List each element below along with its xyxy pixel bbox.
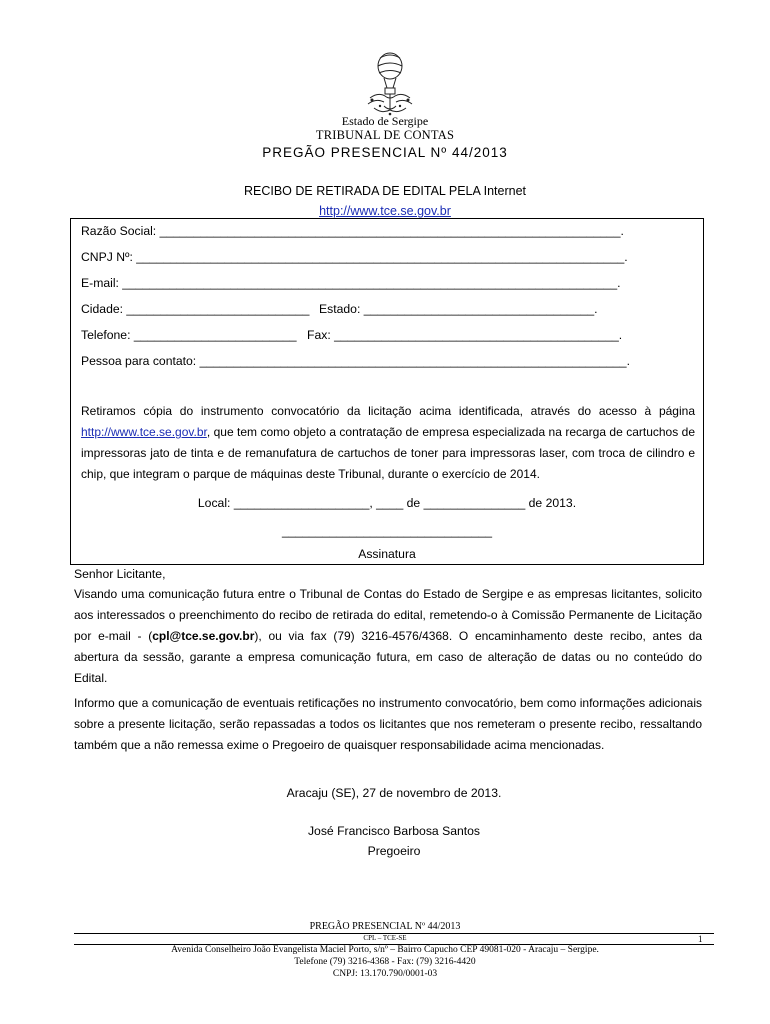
estado-field[interactable]: Estado: __________________________________.: [319, 302, 598, 316]
tce-website-link-inline[interactable]: http://www.tce.se.gov.br: [81, 425, 207, 439]
letter-date: Aracaju (SE), 27 de novembro de 2013.: [286, 786, 502, 800]
razao-social-field[interactable]: Razão Social: ____________________________________________________________________.: [81, 224, 624, 238]
local-date-field[interactable]: Local: ____________________, ____ de _______________ de 2013.: [197, 496, 577, 510]
receipt-form: [70, 218, 704, 565]
page-number: 1: [698, 934, 703, 944]
receipt-title: RECIBO DE RETIRADA DE EDITAL PELA Internet: [243, 184, 527, 198]
page-title: PREGÃO PRESENCIAL Nº 44/2013: [262, 145, 508, 160]
telefone-field[interactable]: Telefone: ________________________: [81, 328, 297, 342]
org-name: TRIBUNAL DE CONTAS: [315, 128, 455, 142]
footer-cnpj: CNPJ: 13.170.790/0001-03: [332, 969, 438, 979]
state-name: Estado de Sergipe: [341, 114, 429, 128]
contato-field[interactable]: Pessoa para contato: _______________________________________________________________.: [81, 354, 630, 368]
letter-paragraph-1: Visando uma comunicação futura entre o Tribunal de Contas do Estado de Sergipe e as empresas licitantes, solicito aos interessados o preenchimento do recibo de retirada do edital, remetendo-o à Comissão Permanente de Licitação por e-mail - (cpl@tce.se.gov.br), ou via fax (79) 3216-4576/4368. O encaminhamento deste recibo, antes da abertura da sessão, garante a empresa comunicação futura, em caso de alteração de datas ou no conteúdo do Edital.: [74, 587, 702, 685]
salutation: Senhor Licitante,: [74, 567, 166, 581]
footer-dept: CPL – TCE-SE: [363, 934, 407, 942]
signer-name: José Francisco Barbosa Santos: [307, 824, 481, 838]
fax-field[interactable]: Fax: __________________________________________.: [307, 328, 623, 342]
signature-line: _______________________________: [281, 524, 493, 538]
signer-role: Pregoeiro: [367, 844, 421, 858]
cnpj-field[interactable]: CNPJ Nº: ________________________________________________________________________.: [81, 250, 628, 264]
withdrawal-statement: Retiramos cópia do instrumento convocatório da licitação acima identificada, através do acesso à página http://www.tce.se.gov.br, que tem como objeto a contratação de empresa especializada na recarga de cartuchos de impressoras jato de tinta e de remanufatura de cartuchos de toner para impressoras laser, com troca de cilindro e chip, que integram o parque de máquinas deste Tribunal, durante o exercício de 2014.: [81, 404, 695, 481]
letter-paragraph-2: Informo que a comunicação de eventuais retificações no instrumento convocatório, bem como informações adicionais sobre a presente licitação, serão repassadas a todos os licitantes que nos remeteram o presente recibo, ressaltando também que a não remessa exime o Pregoeiro de quaisquer responsabilidade acima mencionadas.: [74, 696, 702, 752]
signature-label: Assinatura: [358, 547, 416, 561]
email-field[interactable]: E-mail: _________________________________________________________________________.: [81, 276, 621, 290]
cpl-email[interactable]: cpl@tce.se.gov.br: [152, 629, 255, 643]
tce-website-link[interactable]: http://www.tce.se.gov.br: [319, 204, 451, 218]
footer-address: Avenida Conselheiro João Evangelista Maciel Porto, s/nº – Bairro Capucho CEP 49081-020 - Aracaju – Sergipe.: [171, 945, 599, 955]
footer-title: PREGÃO PRESENCIAL Nº 44/2013: [309, 921, 461, 932]
footer-phones: Telefone (79) 3216-4368 - Fax: (79) 3216-4420: [294, 957, 476, 967]
cidade-field[interactable]: Cidade: ___________________________: [81, 302, 310, 316]
coat-of-arms-logo: [360, 48, 420, 118]
